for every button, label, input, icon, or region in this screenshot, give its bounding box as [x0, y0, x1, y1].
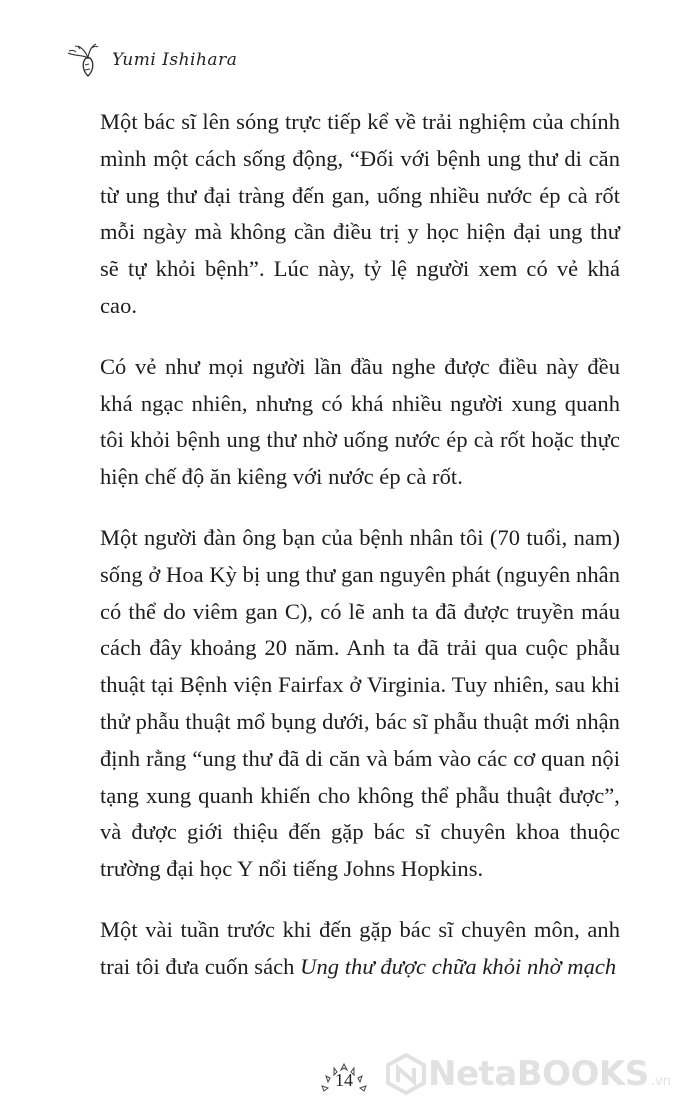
- page-body: [100, 104, 620, 1010]
- watermark-text: NetaBOOKS: [428, 1054, 649, 1094]
- netabooks-logo-icon: [384, 1052, 428, 1096]
- paragraph: Một người đàn ông bạn của bệnh nhân tôi (70 tuổi, nam) sống ở Hoa Kỳ bị ung thư gan nguyên phát (nguyên nhân có thể do viêm gan C), có lẽ anh ta đã được truyền máu cách đây khoảng 20 năm. Anh ta đã trải qua cuộc phẫu thuật tại Bệnh viện Fairfax ở Virginia. Tuy nhiên, sau khi thử phẫu thuật mổ bụng dưới, bác sĩ phẫu thuật mới nhận định rằng “ung thư đã di căn và bám vào các cơ quan nội tạng xung quanh khiến cho không thể phẫu thuật được”, và được giới thiệu đến gặp bác sĩ chuyên khoa thuộc trường đại học Y nổi tiếng Johns Hopkins.: [100, 524, 620, 882]
- paragraph: [100, 912, 620, 986]
- paragraph: Một bác sĩ lên sóng trực tiếp kể về trải nghiệm của chính mình một cách sống động, “Đối với bệnh ung thư di căn từ ung thư đại tràng đến gan, uống nhiều nước ép cà rốt mỗi ngày mà không cần điều trị y học hiện đại ung thư sẽ tự khỏi bệnh”. Lúc này, tỷ lệ người xem có vẻ khá cao.: [100, 109, 620, 318]
- book-title: Ung thư được chữa khỏi nhờ mạch: [300, 953, 617, 979]
- carrot-icon: [62, 40, 106, 80]
- paragraph-text: Một vài tuần trước khi đến gặp bác sĩ chuyên môn, anh trai tôi đưa cuốn sách: [100, 916, 620, 979]
- page-footer: [0, 1038, 700, 1118]
- page-number-ornament: [312, 1058, 376, 1106]
- watermark-suffix: .vn: [650, 1073, 671, 1089]
- running-header: [62, 40, 237, 80]
- author-name: Yumi Ishihara: [112, 50, 238, 70]
- watermark: [384, 1052, 671, 1096]
- page-number: 14: [335, 1070, 353, 1090]
- paragraph: Có vẻ như mọi người lần đầu nghe được điều này đều khá ngạc nhiên, nhưng có khá nhiều người xung quanh tôi khỏi bệnh ung thư nhờ uống nước ép cà rốt hoặc thực hiện chế độ ăn kiêng với nước ép cà rốt.: [100, 353, 620, 490]
